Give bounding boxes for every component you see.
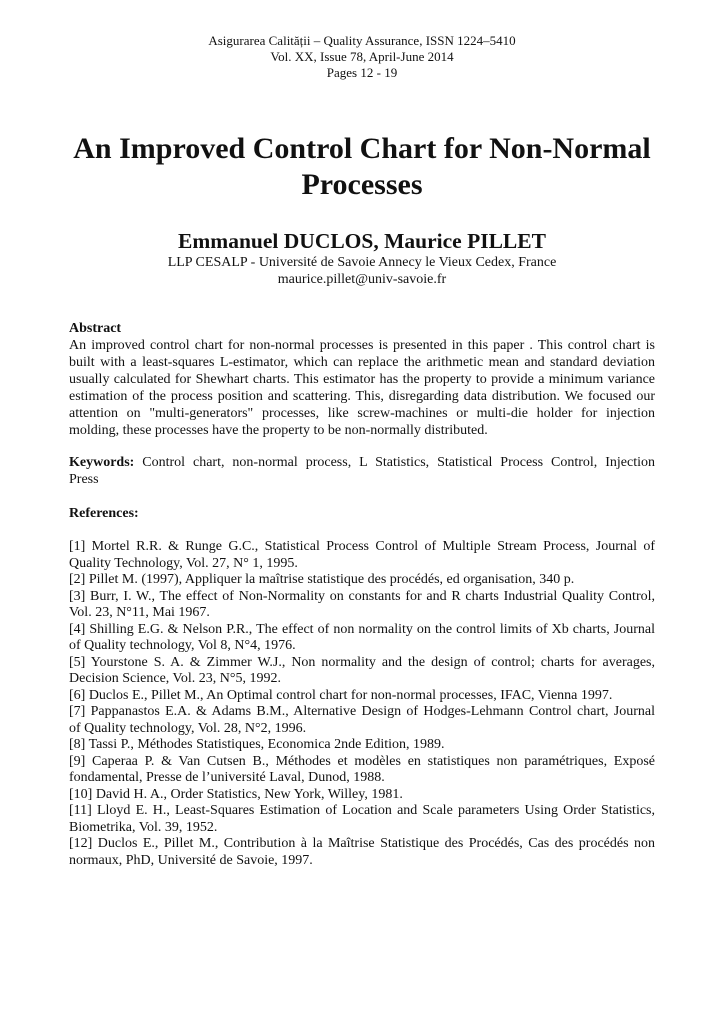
paper-title-line-1: An Improved Control Chart for Non-Normal <box>73 132 651 165</box>
reference-line: of Quality technology, Vol 8, N°4, 1976. <box>69 638 296 653</box>
abstract-section <box>69 320 655 439</box>
reference-line: [11] Lloyd E. H., Least-Squares Estimation of Location and Scale parameters Using Order Statistics, <box>69 803 655 818</box>
reference-item <box>69 737 655 754</box>
reference-line: fondamental, Presse de l’université Laval, Dunod, 1988. <box>69 770 385 785</box>
abstract-heading: Abstract <box>69 321 122 336</box>
reference-item <box>69 836 655 869</box>
reference-line: [7] Pappanastos E.A. & Adams B.M., Alternative Design of Hodges-Lehmann Control chart, Journal <box>69 704 655 719</box>
reference-line: normaux, PhD, Université de Savoie, 1997. <box>69 852 313 868</box>
reference-line: [3] Burr, I. W., The effect of Non-Normality on constants for and R charts Industrial Quality Control, <box>69 588 655 604</box>
affiliation-block <box>69 254 655 288</box>
reference-item <box>69 754 655 787</box>
paper-title <box>59 131 665 203</box>
reference-line: [4] Shilling E.G. & Nelson P.R., The effect of non normality on the control limits of Xb charts, Journal <box>69 621 655 637</box>
abstract-line: attention on "multi-generators" processes, like screw-machines or multi-die holder for injection <box>69 406 655 421</box>
keywords-section <box>69 454 655 488</box>
reference-line: [8] Tassi P., Méthodes Statistiques, Economica 2nde Edition, 1989. <box>69 737 445 752</box>
affiliation: LLP CESALP - Université de Savoie Annecy le Vieux Cedex, France <box>167 255 557 270</box>
reference-line: Biometrika, Vol. 39, 1952. <box>69 819 218 835</box>
reference-item <box>69 704 655 737</box>
journal-pages-line: Pages 12 - 19 <box>326 65 398 80</box>
reference-line: of Quality technology, Vol. 28, N°2, 1996. <box>69 720 307 736</box>
paper-title-line-2: Processes <box>301 168 423 201</box>
author-list: Emmanuel DUCLOS, Maurice PILLET <box>178 229 546 253</box>
reference-line: [9] Caperaa P. & Van Cutsen B., Méthodes et modèles en statistiques non paramétriques, Exposé <box>69 753 655 769</box>
abstract-line: estimation of the process position and scattering. This, disregarding data distribution. We focused our <box>69 389 655 404</box>
reference-line: [1] Mortel R.R. & Runge G.C., Statistical Process Control of Multiple Stream Process, Journal of <box>69 539 655 554</box>
journal-volume-line: Vol. XX, Issue 78, April-June 2014 <box>270 49 454 64</box>
reference-item <box>69 622 655 655</box>
journal-header <box>69 33 655 81</box>
contact-email: maurice.pillet@univ-savoie.fr <box>277 272 447 287</box>
references-list <box>69 539 655 869</box>
reference-line: [5] Yourstone S. A. & Zimmer W.J., Non normality and the design of control; charts for averages, <box>69 654 655 670</box>
abstract-line: An improved control chart for non-normal processes is presented in this paper . This control chart is <box>69 338 655 353</box>
reference-item <box>69 589 655 622</box>
keywords-label: Keywords: <box>69 455 135 470</box>
abstract-line: molding, these processes have the property to be non-normally distributed. <box>69 423 488 438</box>
reference-item <box>69 787 655 804</box>
reference-line: Decision Science, Vol. 23, N°5, 1992. <box>69 671 281 686</box>
reference-line: [2] Pillet M. (1997), Appliquer la maîtrise statistique des procédés, ed organisation, 340 p. <box>69 572 575 587</box>
keywords-text: Control chart, non-normal process, L Statistics, Statistical Process Control, Injection <box>142 455 655 470</box>
reference-line: [6] Duclos E., Pillet M., An Optimal control chart for non-normal processes, IFAC, Vienna 1997. <box>69 687 613 703</box>
keywords-line-1 <box>69 454 655 471</box>
journal-title-line: Asigurarea Calității – Quality Assurance, ISSN 1224–5410 <box>208 33 516 48</box>
reference-item <box>69 803 655 836</box>
keywords-line-2: Press <box>69 472 99 487</box>
reference-line: Quality Technology, Vol. 27, N° 1, 1995. <box>69 555 298 571</box>
reference-item <box>69 688 655 705</box>
abstract-line: usually calculated for Shewhart charts. This estimator has the property to provide a minimum variance <box>69 372 655 387</box>
references-heading: References: <box>69 506 139 521</box>
reference-item <box>69 539 655 572</box>
reference-line: [10] David H. A., Order Statistics, New York, Willey, 1981. <box>69 786 403 802</box>
reference-item <box>69 655 655 688</box>
reference-item <box>69 572 655 589</box>
reference-line: Vol. 23, N°11, Mai 1967. <box>69 605 210 620</box>
reference-line: [12] Duclos E., Pillet M., Contribution à la Maîtrise Statistique des Procédés, Cas des procédés non <box>69 836 655 851</box>
abstract-line: built with a least-squares L-estimator, which can replace the arithmetic mean and standard deviation <box>69 355 655 370</box>
